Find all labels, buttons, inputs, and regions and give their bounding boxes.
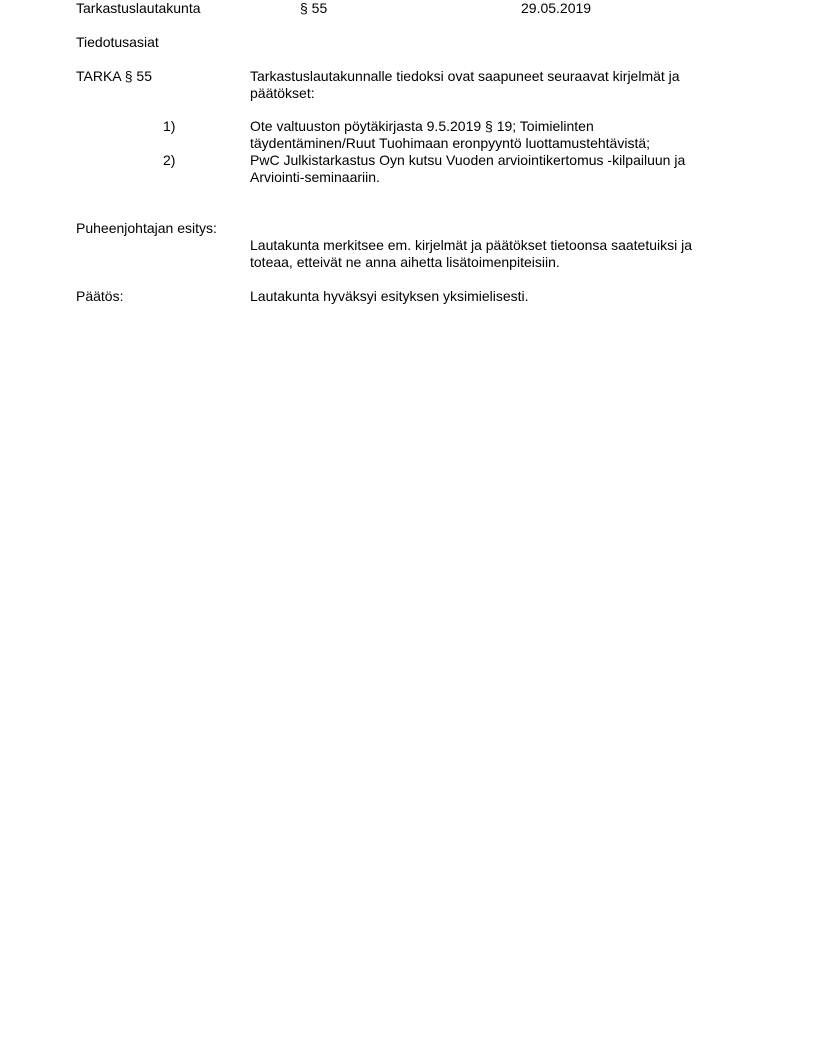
subject-title: Tiedotusasiat — [76, 34, 159, 50]
section-number: § 55 — [300, 0, 328, 16]
item-reference: TARKA § 55 — [76, 68, 153, 84]
proposal-text-line2: toteaa, etteivät ne anna aihetta lisätoimenpiteisiin. — [250, 254, 560, 270]
list-item-number: 1) — [163, 118, 176, 134]
list-item-text-line1: PwC Julkistarkastus Oyn kutsu Vuoden arviointikertomus -kilpailuun ja — [250, 152, 686, 168]
proposal-label: Puheenjohtajan esitys: — [76, 220, 217, 236]
proposal-text-line1: Lautakunta merkitsee em. kirjelmät ja päätökset tietoonsa saatetuiksi ja — [250, 237, 693, 253]
intro-text-line2: päätökset: — [250, 85, 315, 101]
list-item-text-line2: Arviointi-seminaariin. — [250, 169, 380, 185]
list-item-text-line1: Ote valtuuston pöytäkirjasta 9.5.2019 § 19; Toimielinten — [250, 118, 594, 134]
list-item-text-line2: täydentäminen/Ruut Tuohimaan eronpyyntö luottamustehtävistä; — [250, 135, 651, 151]
list-item-number: 2) — [163, 152, 176, 168]
decision-label: Päätös: — [76, 288, 124, 304]
meeting-date: 29.05.2019 — [521, 0, 592, 16]
organ-name: Tarkastuslautakunta — [76, 0, 201, 16]
intro-text-line1: Tarkastuslautakunnalle tiedoksi ovat saapuneet seuraavat kirjelmät ja — [250, 68, 680, 84]
decision-text: Lautakunta hyväksyi esityksen yksimielisesti. — [250, 288, 529, 304]
